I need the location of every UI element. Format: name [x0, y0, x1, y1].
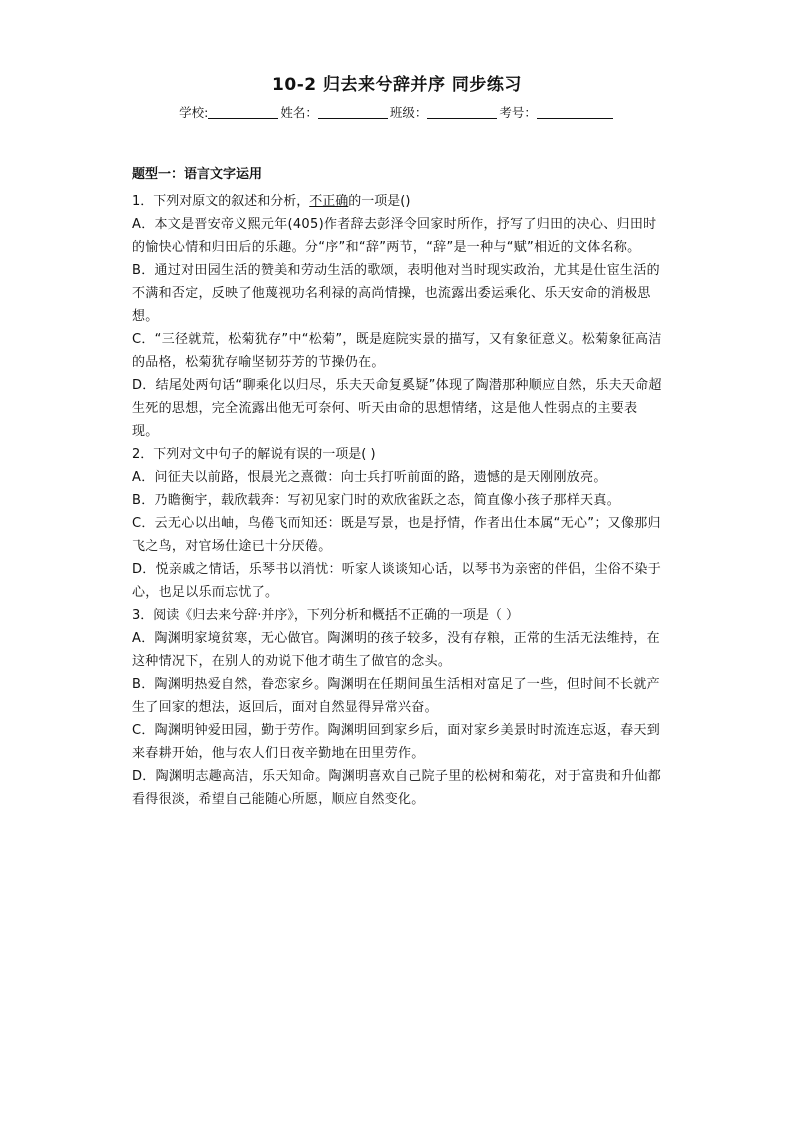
option-d: D．悦亲戚之情话，乐琴书以消忧：听家人谈谈知心话，以琴书为亲密的伴侣，尘俗不染于心，也足以乐而忘忧了。 [132, 562, 662, 600]
exam-number-blank[interactable] [537, 106, 613, 119]
option-d: D．结尾处两句话“聊乘化以归尽，乐夫天命复奚疑”体现了陶潜那种顺应自然，乐夫天命超生死的思想，完全流露出他无可奈何、听天由命的思想情绪，这是他人性弱点的主要表现。 [132, 378, 662, 439]
option-b: B．乃瞻衡宇，载欣载奔：写初见家门时的欢欣雀跃之态，简直像小孩子那样天真。 [132, 493, 621, 508]
stem-underlined-text: 不正确 [309, 194, 349, 209]
question-stem [132, 190, 662, 213]
option-d: D．陶渊明志趣高洁，乐天知命。陶渊明喜欢自己院子里的松树和菊花，对于富贵和升仙都看得很淡，希望自己能随心所愿，顺应自然变化。 [132, 769, 662, 807]
stem-text: 1．下列对原文的叙述和分析， [132, 194, 310, 209]
option-b: B．陶渊明热爱自然，眷恋家乡。陶渊明在任期间虽生活相对富足了一些，但时间不长就产生了回家的想法，返回后，面对自然显得异常兴奋。 [132, 677, 660, 715]
document-title: 10-2 归去来兮辞并序 同步练习 [272, 75, 522, 95]
option-c: C．云无心以出岫，鸟倦飞而知还：既是写景，也是抒情，作者出仕本属“无心”；又像那归飞之鸟，对官场仕途已十分厌倦。 [132, 516, 661, 554]
question-content [132, 163, 662, 811]
option-a: A．陶渊明家境贫寒，无心做官。陶渊明的孩子较多，没有存粮，正常的生活无法维持，在这种情况下，在别人的劝说下他才萌生了做官的念头。 [132, 631, 660, 669]
stem-text: 的一项是() [348, 194, 411, 209]
question-stem: 2．下列对文中句子的解说有误的一项是( ) [132, 447, 376, 462]
option-a: A．问征夫以前路，恨晨光之熹微：向士兵打听前面的路，遗憾的是天刚刚放亮。 [132, 470, 607, 485]
name-label: 姓名： [280, 105, 318, 120]
option-b: B．通过对田园生活的赞美和劳动生活的歌颂，表明他对当时现实政治，尤其是仕宦生活的不满和否定，反映了他蔑视功名利禄的高尚情操，也流露出委运乘化、乐天安命的消极思想。 [132, 263, 660, 324]
class-label: 班级： [389, 105, 428, 120]
question-3 [132, 604, 662, 811]
class-blank[interactable] [427, 106, 497, 119]
option-c: C．“三径就荒，松菊犹存”中“松菊”，既是庭院实景的描写，又有象征意义。松菊象征高洁的品格，松菊犹存喻坚韧芬芳的节操仍在。 [132, 332, 662, 370]
student-info-line [0, 103, 794, 121]
school-blank[interactable] [208, 106, 278, 119]
question-1 [132, 190, 662, 443]
name-blank[interactable] [318, 106, 388, 119]
question-stem: 3．阅读《归去来兮辞·并序》，下列分析和概括不正确的一项是（ ） [132, 608, 520, 623]
option-c: C．陶渊明钟爱田园，勤于劳作。陶渊明回到家乡后，面对家乡美景时时流连忘返，春天到来春耕开始，他与农人们日夜辛勤地在田里劳作。 [132, 723, 661, 761]
school-label: 学校: [179, 105, 209, 120]
section-title: 题型一：语言文字运用 [132, 167, 263, 182]
question-2 [132, 443, 662, 604]
option-a: A．本文是晋安帝义熙元年(405)作者辞去彭泽令回家时所作，抒写了归田的决心、归田时的愉快心情和归田后的乐趣。分“序”和“辞”两节，“辞”是一种与“赋”相近的文体名称。 [132, 217, 657, 255]
exam-number-label: 考号： [499, 105, 537, 120]
